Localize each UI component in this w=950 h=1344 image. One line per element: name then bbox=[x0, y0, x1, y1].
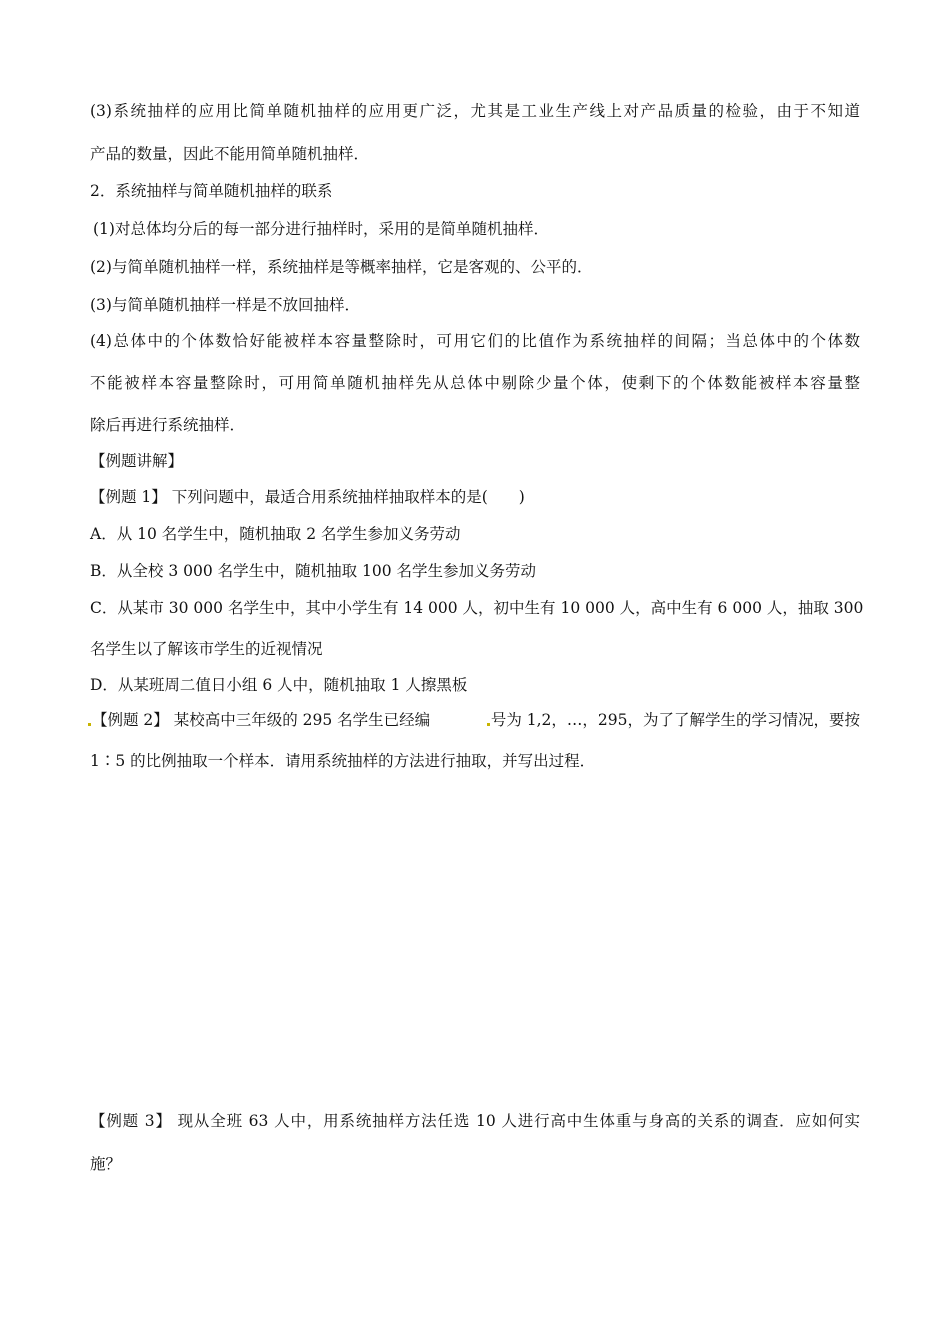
example-1-option-a: A．从 10 名学生中，随机抽取 2 名学生参加义务劳动 bbox=[90, 525, 461, 543]
example-1-option-c-line2: 名学生以了解该市学生的近视情况 bbox=[90, 640, 323, 658]
list-item-2: (2)与简单随机抽样一样，系统抽样是等概率抽样，它是客观的、公平的． bbox=[90, 258, 593, 276]
example-1-option-b: B．从全校 3 000 名学生中，随机抽取 100 名学生参加义务劳动 bbox=[90, 562, 537, 580]
example-2-line2: 1∶5 的比例抽取一个样本．请用系统抽样的方法进行抽取，并写出过程． bbox=[90, 752, 596, 770]
example-2-line1-part1: 【例题 2】 某校高中三年级的 295 名学生已经编 bbox=[88, 709, 430, 731]
marker-dot bbox=[487, 723, 490, 726]
example-1-option-d: D．从某班周二值日小组 6 人中，随机抽取 1 人擦黑板 bbox=[90, 676, 468, 694]
marker-dot bbox=[88, 723, 91, 726]
example-3-line1: 【例题 3】 现从全班 63 人中，用系统抽样方法任选 10 人进行高中生体重与身高的关系的调查．应如何实 bbox=[90, 1112, 860, 1130]
example-1-option-c-line1: C．从某市 30 000 名学生中，其中小学生有 14 000 人，初中生有 10 000 人，高中生有 6 000 人，抽取 300 bbox=[90, 599, 864, 617]
list-item-1: (1)对总体均分后的每一部分进行抽样时，采用的是简单随机抽样． bbox=[93, 220, 549, 238]
list-item-4-line1: (4)总体中的个体数恰好能被样本容量整除时，可用它们的比值作为系统抽样的间隔；当总体中的个体数 bbox=[90, 332, 860, 350]
example-3-line2: 施？ bbox=[90, 1155, 122, 1173]
paragraph-3-line1: (3)系统抽样的应用比简单随机抽样的应用更广泛，尤其是工业生产线上对产品质量的检验，由于不知道 bbox=[90, 102, 860, 120]
section-heading: 2．系统抽样与简单随机抽样的联系 bbox=[90, 182, 333, 200]
example-2-line1-part2: 号为 1,2，…，295，为了了解学生的学习情况，要按 bbox=[487, 709, 860, 731]
examples-heading: 【例题讲解】 bbox=[90, 452, 184, 470]
list-item-4-line2: 不能被样本容量整除时，可用简单随机抽样先从总体中剔除少量个体，使剩下的个体数能被样本容量整 bbox=[90, 374, 860, 392]
list-item-4-line3: 除后再进行系统抽样． bbox=[90, 416, 246, 434]
example-2-line1 bbox=[88, 709, 860, 731]
example-1-question: 【例题 1】 下列问题中，最适合用系统抽样抽取样本的是( ) bbox=[90, 488, 525, 506]
list-item-3: (3)与简单随机抽样一样是不放回抽样． bbox=[90, 296, 360, 314]
paragraph-3-line2: 产品的数量，因此不能用简单随机抽样． bbox=[90, 145, 370, 163]
